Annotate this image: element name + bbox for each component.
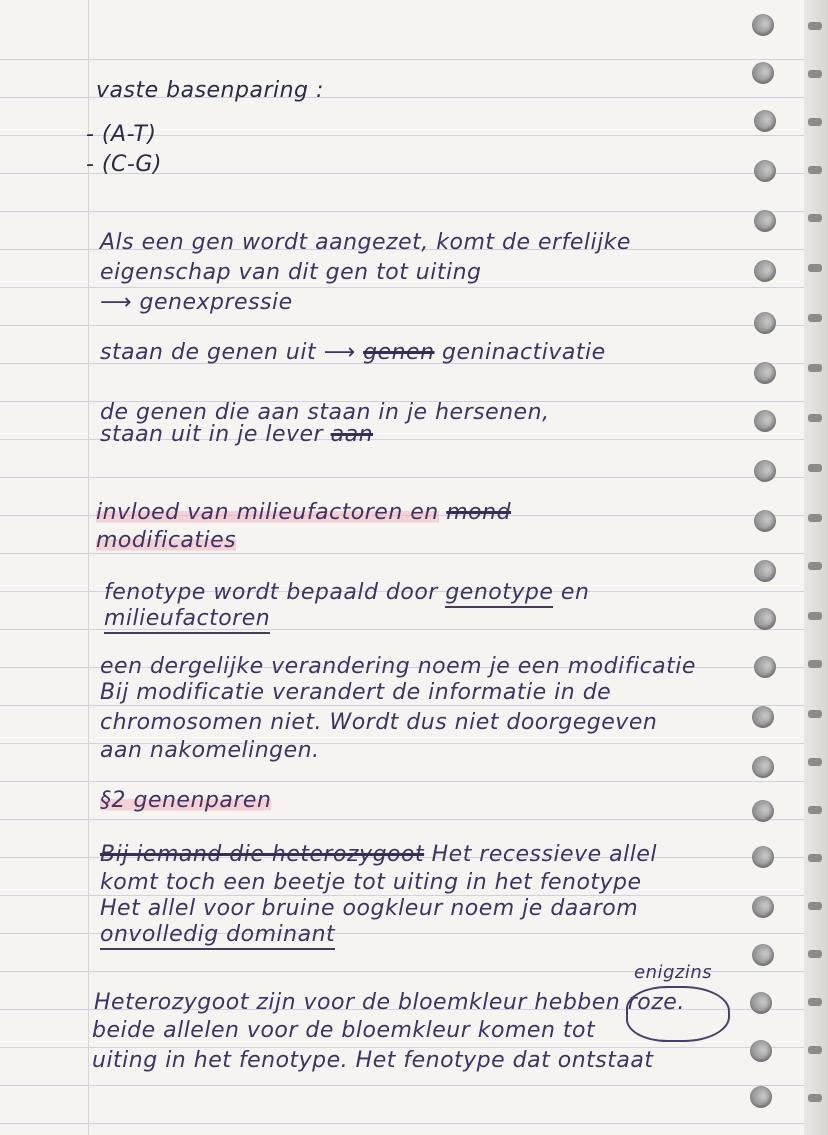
heading-base-pairing: vaste basenparing :: [96, 78, 324, 103]
underlined-text: genotype: [445, 580, 553, 608]
coil-icon: [808, 118, 822, 126]
text-line: de genen die aan staan in je hersenen,: [100, 400, 550, 425]
crossed-out-word: aan: [330, 422, 374, 447]
text-fragment: en: [560, 580, 590, 605]
section-heading: [100, 788, 271, 813]
list-item: - (A-T): [86, 122, 157, 147]
hole-icon: [754, 656, 776, 678]
highlighted-text: modificaties: [96, 528, 237, 553]
hole-icon: [754, 160, 776, 182]
text-line: [104, 606, 270, 631]
coil-icon: [808, 562, 822, 570]
text-line: beide allelen voor de bloemkleur komen tot: [92, 1018, 596, 1043]
text-line: [100, 422, 373, 447]
text-line: komt toch een beetje tot uiting in het fenotype: [100, 870, 642, 895]
coil-icon: [808, 264, 822, 272]
coil-icon: [808, 214, 822, 222]
text-line: uiting in het fenotype. Het fenotype dat ontstaat: [92, 1048, 654, 1073]
coil-icon: [808, 314, 822, 322]
text-line: aan nakomelingen.: [100, 738, 320, 763]
hole-icon: [752, 800, 774, 822]
crossed-out-text: Bij iemand die heterozygoot: [100, 842, 425, 867]
hole-icon: [754, 608, 776, 630]
text-line: chromosomen niet. Wordt dus niet doorgegeven: [100, 710, 658, 735]
coil-icon: [808, 998, 822, 1006]
coil-icon: [808, 414, 822, 422]
coil-icon: [808, 854, 822, 862]
coil-icon: [808, 950, 822, 958]
text-line: [100, 842, 657, 867]
hole-icon: [752, 944, 774, 966]
coil-icon: [808, 710, 822, 718]
coil-icon: [808, 1094, 822, 1102]
hole-icon: [752, 62, 774, 84]
circle-annotation: [626, 986, 730, 1042]
coil-icon: [808, 364, 822, 372]
hole-icon: [754, 510, 776, 532]
margin-note: enigzins: [634, 962, 713, 983]
coil-icon: [808, 758, 822, 766]
hole-icon: [752, 756, 774, 778]
text-line: Als een gen wordt aangezet, komt de erfelijke: [100, 230, 631, 255]
crossed-out-word: mond: [446, 500, 512, 525]
text-fragment: staan de genen uit ⟶: [100, 340, 356, 365]
text-line: een dergelijke verandering noem je een modificatie: [100, 654, 696, 679]
text-line: [100, 340, 606, 365]
coil-icon: [808, 464, 822, 472]
text-line: [100, 922, 335, 947]
hole-icon: [752, 846, 774, 868]
hole-icon: [752, 14, 774, 36]
text-line: eigenschap van dit gen tot uiting: [100, 260, 482, 285]
coil-icon: [808, 514, 822, 522]
hole-icon: [750, 1040, 772, 1062]
text-line: [104, 580, 589, 605]
hole-icon: [754, 560, 776, 582]
hole-icon: [754, 362, 776, 384]
text-fragment: geninactivatie: [442, 340, 606, 365]
list-item: - (C-G): [86, 152, 162, 177]
hole-icon: [754, 312, 776, 334]
crossed-out-word: genen: [363, 340, 435, 365]
underlined-text: onvolledig dominant: [100, 922, 335, 950]
coil-icon: [808, 22, 822, 30]
underlined-text: milieufactoren: [104, 606, 270, 634]
text-fragment: staan uit in je lever: [100, 422, 324, 447]
coil-icon: [808, 902, 822, 910]
hole-icon: [750, 1086, 772, 1108]
spiral-binding: [804, 0, 828, 1135]
coil-icon: [808, 166, 822, 174]
coil-icon: [808, 806, 822, 814]
hole-icon: [754, 460, 776, 482]
coil-icon: [808, 612, 822, 620]
text-line: Bij modificatie verandert de informatie in de: [100, 680, 612, 705]
text-line: ⟶ genexpressie: [100, 290, 293, 315]
text-line: Het allel voor bruine oogkleur noem je daarom: [100, 896, 639, 921]
hole-icon: [752, 896, 774, 918]
coil-icon: [808, 660, 822, 668]
hole-icon: [752, 706, 774, 728]
highlighted-line: [96, 500, 511, 525]
highlighted-text: invloed van milieufactoren en: [96, 500, 439, 525]
hole-icon: [754, 210, 776, 232]
highlighted-line: [96, 528, 236, 553]
hole-icon: [750, 992, 772, 1014]
hole-icon: [754, 260, 776, 282]
text-line: Heterozygoot zijn voor de bloemkleur hebben roze.: [94, 990, 685, 1015]
text-fragment: Het recessieve allel: [431, 842, 657, 867]
coil-icon: [808, 70, 822, 78]
binder-holes: [748, 0, 778, 1135]
coil-icon: [808, 1046, 822, 1054]
highlighted-text: §2 genenparen: [100, 788, 272, 813]
hole-icon: [754, 410, 776, 432]
hole-icon: [754, 110, 776, 132]
text-fragment: fenotype wordt bepaald door: [104, 580, 438, 605]
